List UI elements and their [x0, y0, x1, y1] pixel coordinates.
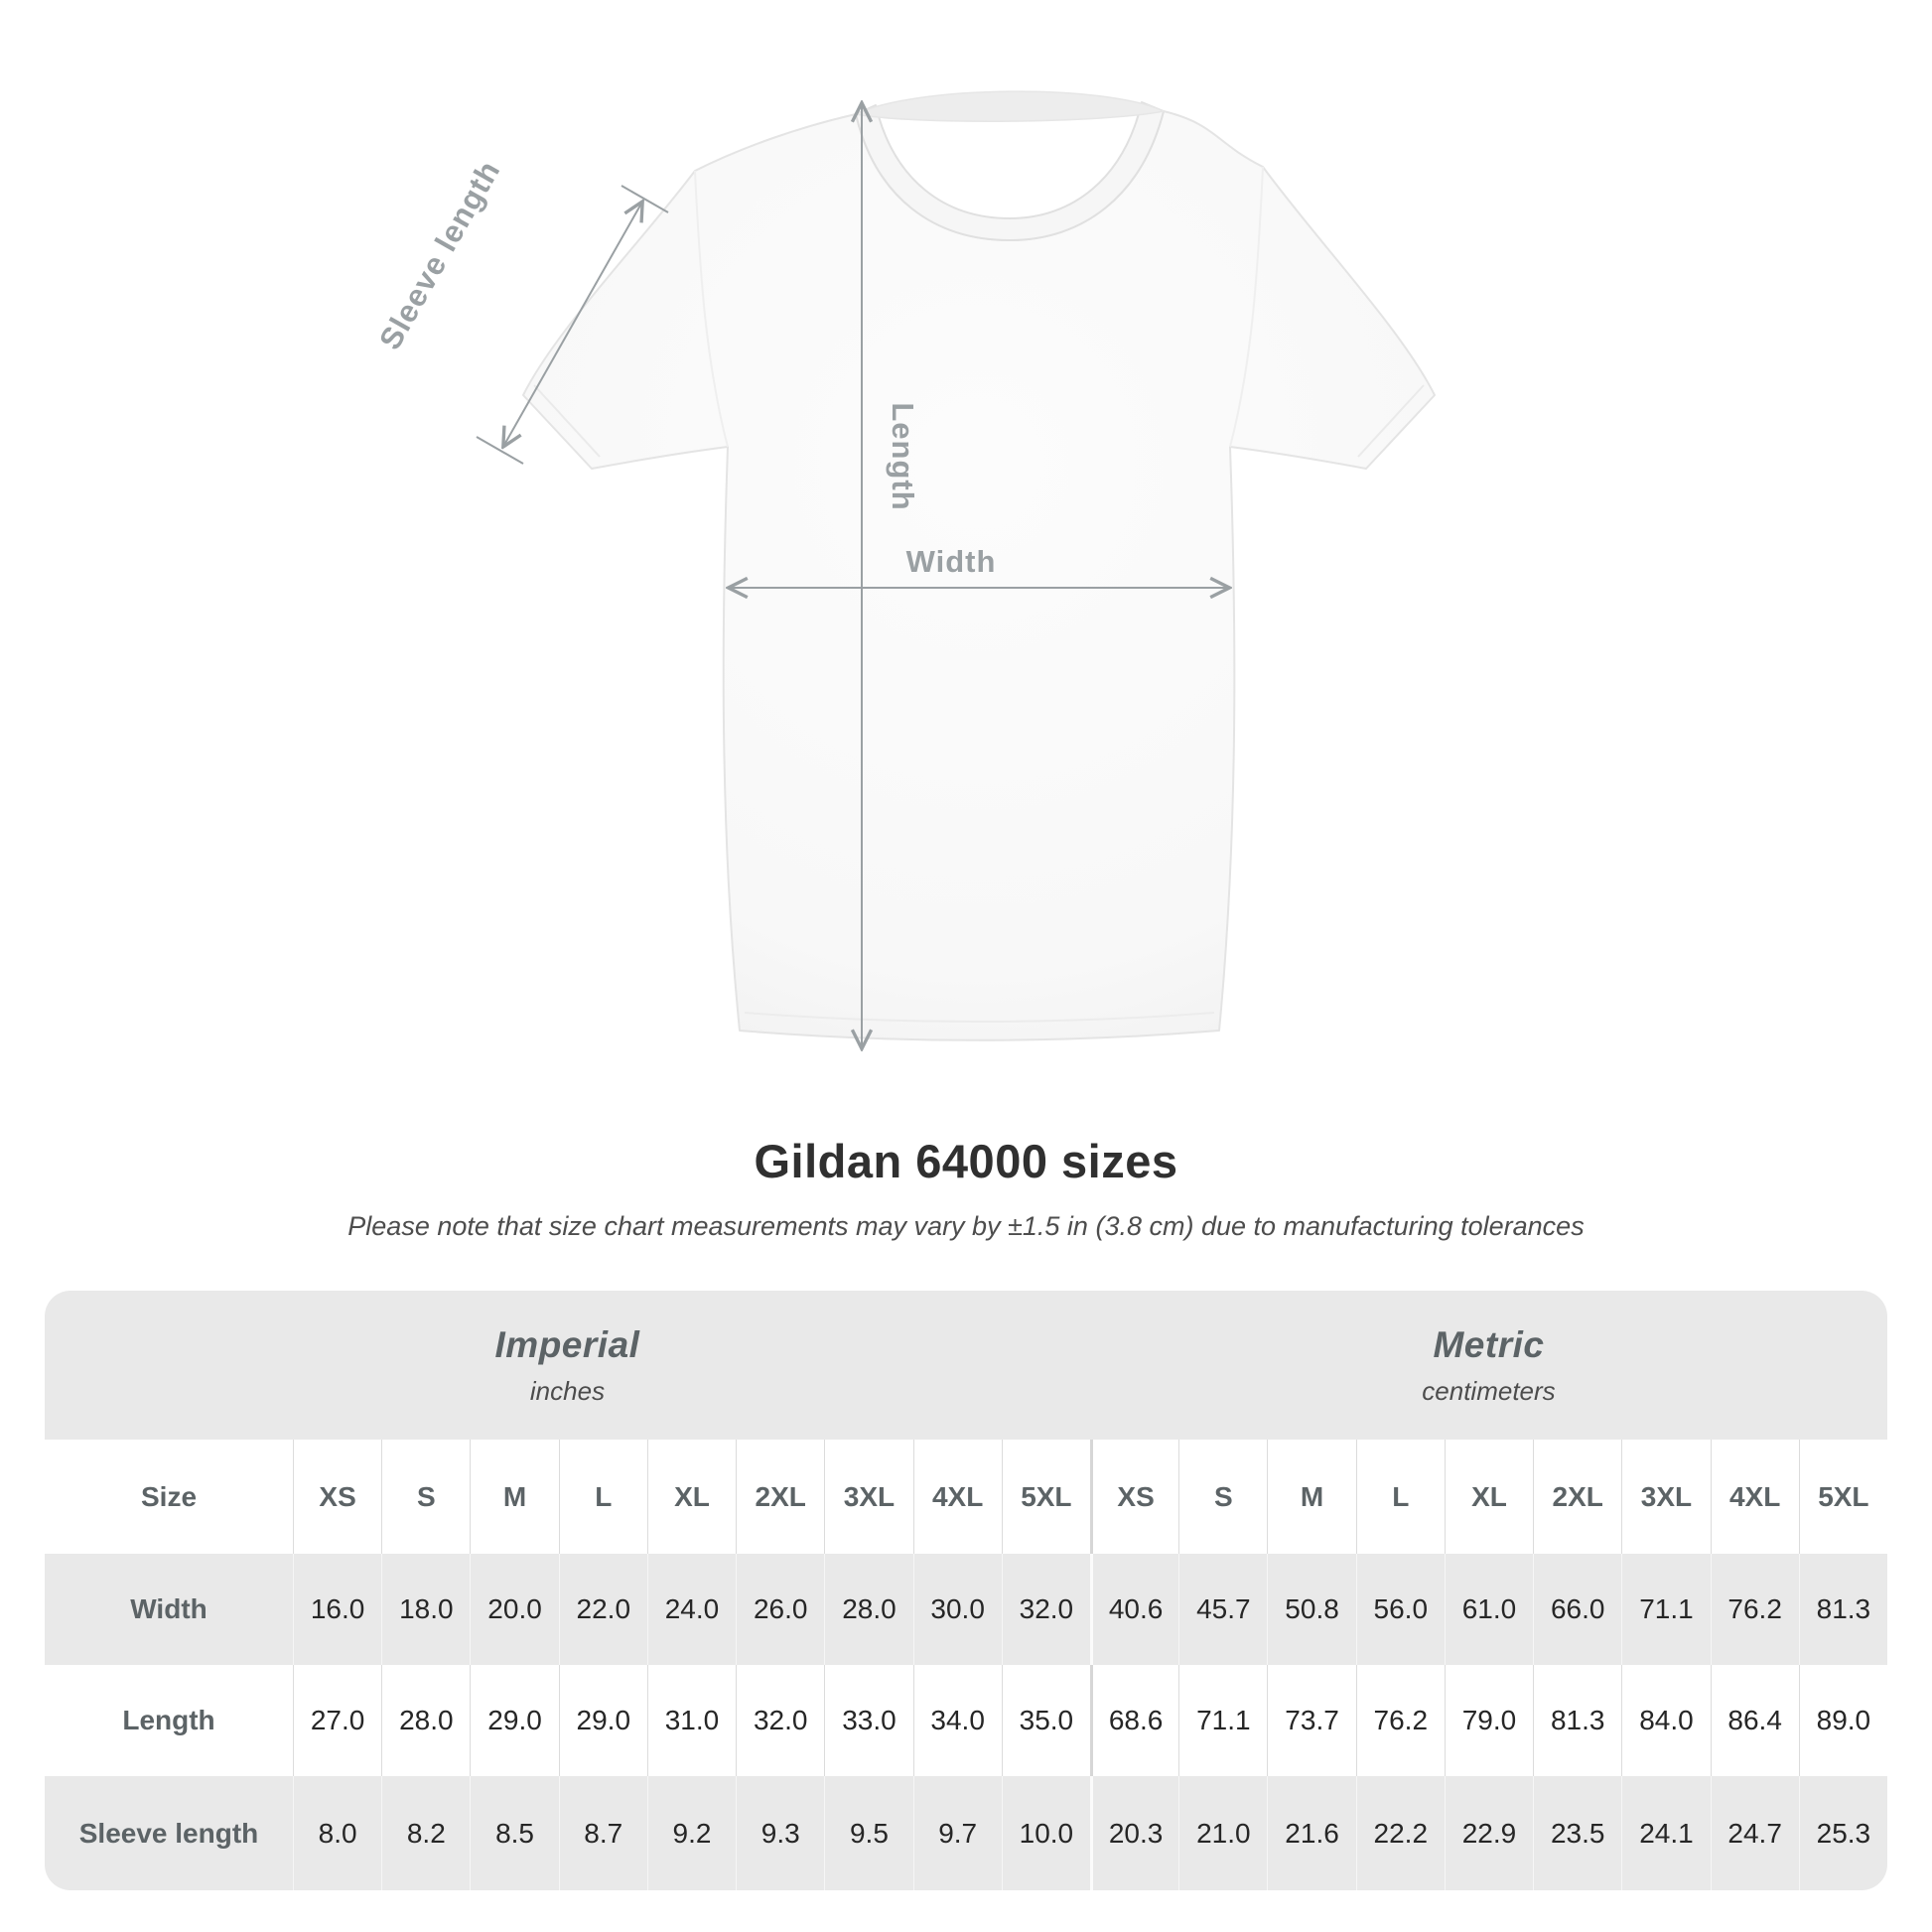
measurement-cell: 66.0: [1533, 1554, 1621, 1665]
metric-section-header: [1090, 1291, 1887, 1440]
measurement-cell: 8.7: [559, 1776, 647, 1890]
measurement-cell: 61.0: [1445, 1554, 1533, 1665]
size-header-cell: 5XL: [1002, 1440, 1090, 1554]
measurement-cell: 71.1: [1621, 1554, 1710, 1665]
measurement-cell: 32.0: [736, 1665, 824, 1776]
imperial-section-unit: inches: [529, 1375, 606, 1406]
measurement-cell: 10.0: [1002, 1776, 1090, 1890]
measurement-cell: 27.0: [293, 1665, 381, 1776]
size-header-cell: 3XL: [1621, 1440, 1710, 1554]
back-collar-graphic: [856, 91, 1164, 121]
measurement-cell: 40.6: [1090, 1554, 1178, 1665]
measurement-cell: 28.0: [381, 1665, 470, 1776]
size-column-header: Size: [45, 1440, 293, 1554]
size-header-cell: L: [559, 1440, 647, 1554]
measurement-cell: 25.3: [1799, 1776, 1887, 1890]
measurement-cell: 71.1: [1178, 1665, 1267, 1776]
measurement-cell: 9.7: [913, 1776, 1002, 1890]
measurement-cell: 22.9: [1445, 1776, 1533, 1890]
size-header-cell: 5XL: [1799, 1440, 1887, 1554]
width-label: Width: [905, 544, 997, 579]
measurement-cell: 8.0: [293, 1776, 381, 1890]
measurement-cell: 56.0: [1356, 1554, 1445, 1665]
measurement-cell: 22.0: [559, 1554, 647, 1665]
measurement-cell: 20.3: [1090, 1776, 1178, 1890]
metric-section-unit: centimeters: [1422, 1375, 1556, 1406]
measurement-cell: 35.0: [1002, 1665, 1090, 1776]
size-header-cell: XS: [293, 1440, 381, 1554]
length-label: Length: [886, 402, 920, 511]
size-header-cell: 4XL: [913, 1440, 1002, 1554]
imperial-section-title: Imperial: [494, 1323, 640, 1365]
measurement-cell: 30.0: [913, 1554, 1002, 1665]
measurement-cell: 29.0: [559, 1665, 647, 1776]
size-header-cell: 4XL: [1711, 1440, 1799, 1554]
tolerance-note: Please note that size chart measurements may vary by ±1.5 in (3.8 cm) due to manufacturing tolerances: [347, 1211, 1585, 1241]
measurement-cell: 21.0: [1178, 1776, 1267, 1890]
measurement-cell: 8.5: [470, 1776, 558, 1890]
size-header-cell: M: [470, 1440, 558, 1554]
measurement-cell: 24.0: [647, 1554, 736, 1665]
measurement-cell: 76.2: [1356, 1665, 1445, 1776]
measurement-cell: 22.2: [1356, 1776, 1445, 1890]
row-label: Sleeve length: [78, 1817, 259, 1849]
sleeve-length-label: Sleeve length: [372, 154, 507, 355]
measurement-cell: 33.0: [824, 1665, 912, 1776]
measurement-cell: 32.0: [1002, 1554, 1090, 1665]
measurement-cell: 45.7: [1178, 1554, 1267, 1665]
row-label: Width: [130, 1593, 207, 1624]
size-header-cell: 3XL: [824, 1440, 912, 1554]
measurement-cell: 9.5: [824, 1776, 912, 1890]
measurement-cell: 81.3: [1533, 1665, 1621, 1776]
measurement-cell: 20.0: [470, 1554, 558, 1665]
measurement-cell: 26.0: [736, 1554, 824, 1665]
sleeve-arrow-top-tick: [621, 186, 668, 212]
measurement-cell: 16.0: [293, 1554, 381, 1665]
size-header-cell: XL: [647, 1440, 736, 1554]
page-title: Gildan 64000 sizes: [754, 1135, 1178, 1187]
measurement-cell: 31.0: [647, 1665, 736, 1776]
measurement-cell: 86.4: [1711, 1665, 1799, 1776]
measurement-cell: 9.2: [647, 1776, 736, 1890]
size-header-cell: S: [1178, 1440, 1267, 1554]
size-header-cell: L: [1356, 1440, 1445, 1554]
measurement-cell: 9.3: [736, 1776, 824, 1890]
metric-section-title: Metric: [1433, 1323, 1545, 1365]
size-header-cell: M: [1267, 1440, 1355, 1554]
measurement-cell: 29.0: [470, 1665, 558, 1776]
measurement-cell: 89.0: [1799, 1665, 1887, 1776]
measurement-cell: 68.6: [1090, 1665, 1178, 1776]
measurement-cell: 8.2: [381, 1776, 470, 1890]
measurement-cell: 24.1: [1621, 1776, 1710, 1890]
measurement-cell: 79.0: [1445, 1665, 1533, 1776]
measurement-cell: 23.5: [1533, 1776, 1621, 1890]
measurement-cell: 24.7: [1711, 1776, 1799, 1890]
size-header-cell: S: [381, 1440, 470, 1554]
measurement-cell: 28.0: [824, 1554, 912, 1665]
measurement-cell: 81.3: [1799, 1554, 1887, 1665]
size-header-cell: XS: [1090, 1440, 1178, 1554]
measurement-cell: 73.7: [1267, 1665, 1355, 1776]
size-header-cell: 2XL: [736, 1440, 824, 1554]
sleeve-arrow-bottom-tick: [477, 437, 523, 464]
measurement-cell: 76.2: [1711, 1554, 1799, 1665]
row-label: Length: [45, 1665, 293, 1776]
imperial-section-header: [45, 1291, 1090, 1440]
measurement-cell: 84.0: [1621, 1665, 1710, 1776]
measurement-cell: 34.0: [913, 1665, 1002, 1776]
size-header-cell: XL: [1445, 1440, 1533, 1554]
measurement-cell: 50.8: [1267, 1554, 1355, 1665]
size-header-cell: 2XL: [1533, 1440, 1621, 1554]
size-table: [45, 1291, 1887, 1890]
measurement-cell: 18.0: [381, 1554, 470, 1665]
measurement-cell: 21.6: [1267, 1776, 1355, 1890]
